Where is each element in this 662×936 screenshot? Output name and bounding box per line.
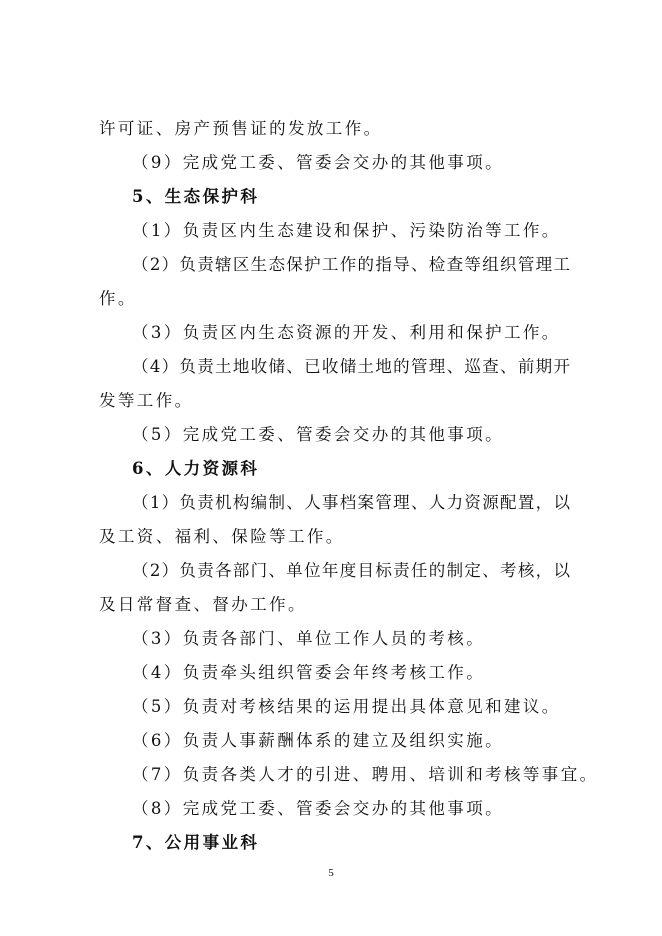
paragraph-line: 许可证、房产预售证的发放工作。: [99, 119, 383, 138]
paragraph-line: 作。: [99, 289, 137, 308]
section-heading: 7、公用事业科: [132, 833, 260, 852]
list-item: （2）负责辖区生态保护工作的指导、检查等组织管理工: [132, 255, 570, 274]
list-item: （3）负责区内生态资源的开发、利用和保护工作。: [132, 323, 561, 342]
paragraph-line: 及日常督查、督办工作。: [99, 595, 307, 614]
paragraph-line: 发等工作。: [99, 391, 194, 410]
section-heading: 5、生态保护科: [132, 187, 260, 206]
list-item: （6）负责人事薪酬体系的建立及组织实施。: [132, 731, 504, 750]
section-heading: 6、人力资源科: [132, 459, 260, 478]
list-item: （9）完成党工委、管委会交办的其他事项。: [132, 153, 504, 172]
paragraph-line: 及工资、福利、保险等工作。: [99, 527, 345, 546]
list-item: （4）负责土地收储、已收储土地的管理、巡查、前期开: [132, 357, 570, 376]
list-item: （5）负责对考核结果的运用提出具体意见和建议。: [132, 697, 561, 716]
list-item: （5）完成党工委、管委会交办的其他事项。: [132, 425, 504, 444]
list-item: （4）负责牵头组织管委会年终考核工作。: [132, 663, 486, 682]
list-item: （1）负责机构编制、人事档案管理、人力资源配置，以: [132, 493, 570, 512]
list-item: （8）完成党工委、管委会交办的其他事项。: [132, 799, 504, 818]
list-item: （7）负责各类人才的引进、聘用、培训和考核等事宜。: [132, 765, 599, 784]
list-item: （1）负责区内生态建设和保护、污染防治等工作。: [132, 221, 561, 240]
page-number: 5: [328, 867, 334, 879]
list-item: （3）负责各部门、单位工作人员的考核。: [132, 629, 486, 648]
list-item: （2）负责各部门、单位年度目标责任的制定、考核，以: [132, 561, 570, 580]
